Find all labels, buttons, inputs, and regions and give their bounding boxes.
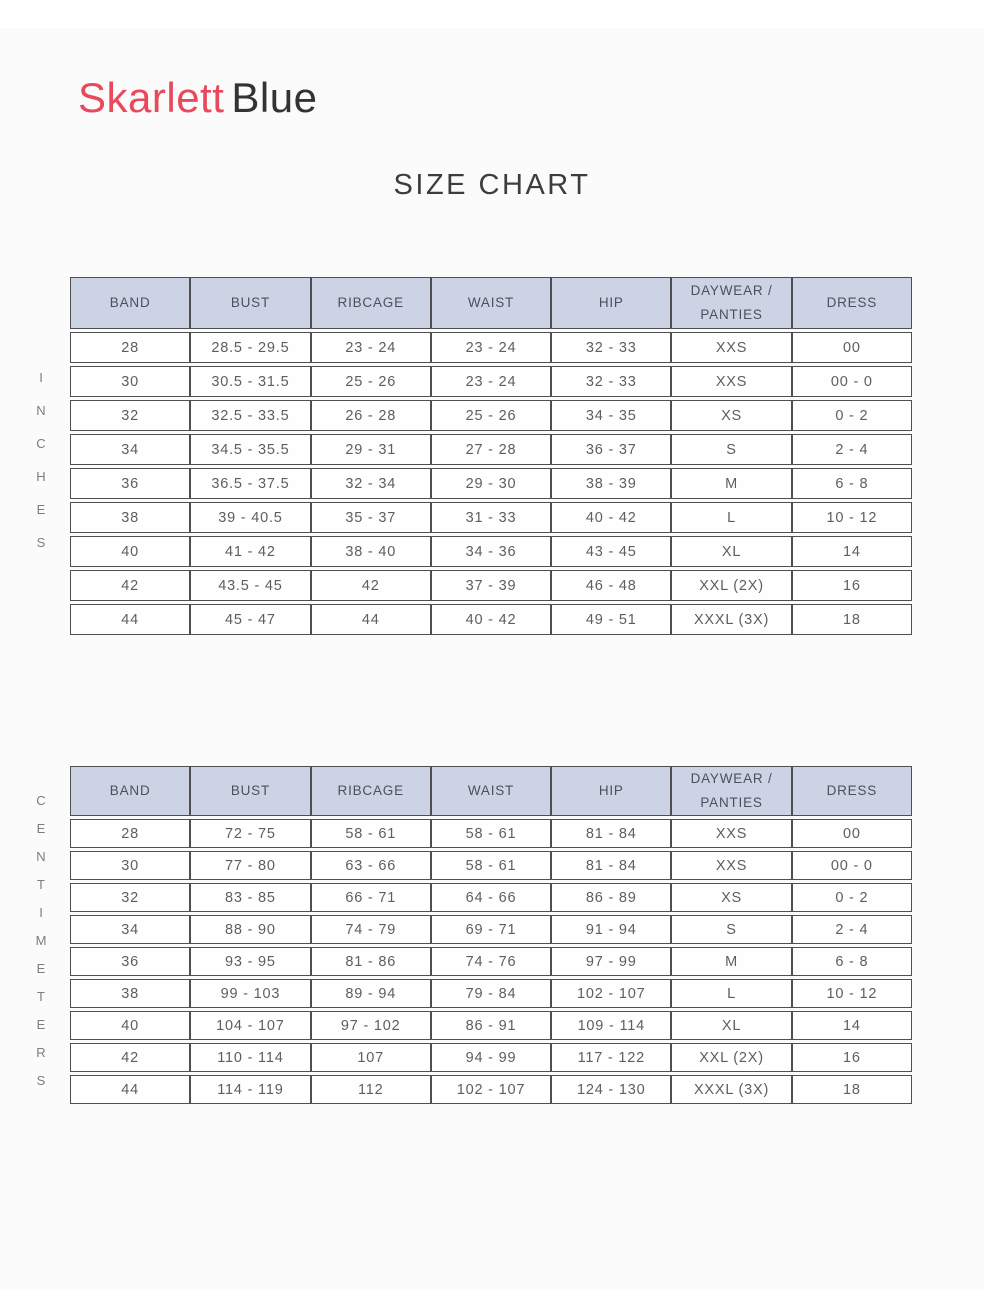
size-cell: 49 - 51 [551, 604, 671, 635]
size-cell: 26 - 28 [311, 400, 431, 431]
size-cell: 44 [70, 604, 190, 635]
size-cell: 102 - 107 [551, 979, 671, 1008]
size-cell: 58 - 61 [431, 819, 551, 848]
size-cell: 91 - 94 [551, 915, 671, 944]
table-row [70, 434, 912, 465]
size-cell: 28 [70, 819, 190, 848]
size-cell: 117 - 122 [551, 1043, 671, 1072]
size-cell: 94 - 99 [431, 1043, 551, 1072]
size-cell: 93 - 95 [190, 947, 310, 976]
unit-label-letter: T [37, 876, 45, 892]
column-header-bust: BUST [190, 766, 310, 816]
size-cell: 30 [70, 851, 190, 880]
size-cell: 32 [70, 883, 190, 912]
size-cell: XXS [671, 332, 791, 363]
unit-label-letter: R [36, 1044, 46, 1060]
size-cell: 42 [70, 1043, 190, 1072]
size-cell: 23 - 24 [431, 332, 551, 363]
size-cell: 27 - 28 [431, 434, 551, 465]
size-cell: 64 - 66 [431, 883, 551, 912]
size-cell: 58 - 61 [311, 819, 431, 848]
table-row [70, 883, 912, 912]
brand-name-secondary: Blue [231, 74, 318, 121]
size-cell: 38 [70, 979, 190, 1008]
size-cell: 104 - 107 [190, 1011, 310, 1040]
size-cell: XXXL (3X) [671, 1075, 791, 1104]
size-cell: 29 - 30 [431, 468, 551, 499]
size-cell: 112 [311, 1075, 431, 1104]
unit-label-letter: T [37, 988, 45, 1004]
column-header-hip: HIP [551, 277, 671, 329]
size-cell: 36 - 37 [551, 434, 671, 465]
size-cell: 34 - 36 [431, 536, 551, 567]
size-cell: 102 - 107 [431, 1075, 551, 1104]
size-cell: 69 - 71 [431, 915, 551, 944]
size-cell: 86 - 89 [551, 883, 671, 912]
size-cell: 2 - 4 [792, 434, 912, 465]
size-cell: 40 - 42 [431, 604, 551, 635]
size-cell: XXL (2X) [671, 1043, 791, 1072]
column-header-waist: WAIST [431, 277, 551, 329]
size-cell: 18 [792, 1075, 912, 1104]
size-cell: 40 [70, 536, 190, 567]
size-cell: 86 - 91 [431, 1011, 551, 1040]
size-cell: 00 [792, 819, 912, 848]
unit-label-letter: I [39, 904, 43, 920]
size-cell: 114 - 119 [190, 1075, 310, 1104]
size-cell: 81 - 84 [551, 851, 671, 880]
size-cell: XXXL (3X) [671, 604, 791, 635]
size-cell: 36.5 - 37.5 [190, 468, 310, 499]
size-cell: XL [671, 1011, 791, 1040]
size-cell: 43 - 45 [551, 536, 671, 567]
table-row [70, 979, 912, 1008]
unit-label-centimeters [30, 766, 52, 1115]
size-cell: 44 [311, 604, 431, 635]
size-cell: 83 - 85 [190, 883, 310, 912]
size-cell: 124 - 130 [551, 1075, 671, 1104]
size-cell: 72 - 75 [190, 819, 310, 848]
size-cell: 30 [70, 366, 190, 397]
page-title: SIZE CHART [393, 169, 591, 201]
size-cell: M [671, 468, 791, 499]
table-row [70, 502, 912, 533]
unit-label-letter: C [36, 436, 46, 451]
size-cell: 6 - 8 [792, 947, 912, 976]
size-cell: 25 - 26 [311, 366, 431, 397]
size-cell: 81 - 84 [551, 819, 671, 848]
size-cell: 31 - 33 [431, 502, 551, 533]
size-cell: XL [671, 536, 791, 567]
size-cell: 38 - 39 [551, 468, 671, 499]
size-cell: 77 - 80 [190, 851, 310, 880]
brand-name-primary: Skarlett [78, 74, 225, 121]
column-header-hip: HIP [551, 766, 671, 816]
size-cell: XS [671, 883, 791, 912]
size-cell: 38 - 40 [311, 536, 431, 567]
size-cell: 110 - 114 [190, 1043, 310, 1072]
header-row [70, 766, 912, 816]
size-cell: 34 [70, 915, 190, 944]
size-cell: 28 [70, 332, 190, 363]
unit-label-letter: N [36, 403, 46, 418]
column-header-dress: DRESS [792, 766, 912, 816]
size-cell: 38 [70, 502, 190, 533]
size-table-inches-wrapper [70, 274, 912, 638]
size-table-centimeters-wrapper [70, 763, 912, 1107]
size-cell: 16 [792, 1043, 912, 1072]
header-row [70, 277, 912, 329]
size-cell: 32.5 - 33.5 [190, 400, 310, 431]
size-cell: 63 - 66 [311, 851, 431, 880]
column-header-daywear-panties: DAYWEAR / PANTIES [671, 766, 791, 816]
size-cell: 32 [70, 400, 190, 431]
table-row [70, 947, 912, 976]
size-cell: 10 - 12 [792, 979, 912, 1008]
unit-label-letter: E [36, 502, 46, 517]
size-cell: 18 [792, 604, 912, 635]
size-cell: 25 - 26 [431, 400, 551, 431]
size-cell: XXS [671, 851, 791, 880]
size-cell: 23 - 24 [431, 366, 551, 397]
column-header-band: BAND [70, 766, 190, 816]
unit-label-letter: E [36, 1016, 46, 1032]
size-cell: XXL (2X) [671, 570, 791, 601]
size-cell: 00 - 0 [792, 851, 912, 880]
table-row [70, 332, 912, 363]
size-cell: 81 - 86 [311, 947, 431, 976]
table-row [70, 1011, 912, 1040]
size-cell: 34 - 35 [551, 400, 671, 431]
size-cell: 107 [311, 1043, 431, 1072]
table-row [70, 1043, 912, 1072]
unit-label-letter: M [35, 932, 47, 948]
table-row [70, 570, 912, 601]
size-cell: 46 - 48 [551, 570, 671, 601]
size-cell: L [671, 979, 791, 1008]
unit-label-letter: N [36, 848, 46, 864]
size-cell: 66 - 71 [311, 883, 431, 912]
size-cell: S [671, 434, 791, 465]
size-cell: 40 [70, 1011, 190, 1040]
size-cell: XXS [671, 366, 791, 397]
size-cell: 16 [792, 570, 912, 601]
size-cell: 0 - 2 [792, 400, 912, 431]
unit-label-letter: I [39, 370, 43, 385]
size-cell: 29 - 31 [311, 434, 431, 465]
size-cell: 30.5 - 31.5 [190, 366, 310, 397]
size-cell: 00 [792, 332, 912, 363]
size-cell: 74 - 76 [431, 947, 551, 976]
unit-label-letter: S [36, 1072, 46, 1088]
unit-label-letter: E [36, 820, 46, 836]
table-row [70, 819, 912, 848]
size-cell: 40 - 42 [551, 502, 671, 533]
size-cell: 41 - 42 [190, 536, 310, 567]
size-cell: 58 - 61 [431, 851, 551, 880]
size-cell: 36 [70, 947, 190, 976]
size-cell: XS [671, 400, 791, 431]
size-cell: 32 - 33 [551, 366, 671, 397]
size-cell: 28.5 - 29.5 [190, 332, 310, 363]
table-row [70, 851, 912, 880]
unit-label-letter: C [36, 792, 46, 808]
column-header-daywear-panties: DAYWEAR / PANTIES [671, 277, 791, 329]
size-cell: 37 - 39 [431, 570, 551, 601]
size-cell: 34.5 - 35.5 [190, 434, 310, 465]
unit-label-letter: H [36, 469, 46, 484]
size-cell: 88 - 90 [190, 915, 310, 944]
table-row [70, 468, 912, 499]
size-cell: 00 - 0 [792, 366, 912, 397]
table-row [70, 1075, 912, 1104]
unit-label-letter: S [36, 535, 46, 550]
size-table-inches [70, 274, 912, 638]
size-cell: M [671, 947, 791, 976]
table-row [70, 604, 912, 635]
table-row [70, 400, 912, 431]
brand-logo [78, 74, 317, 122]
size-cell: 42 [70, 570, 190, 601]
column-header-ribcage: RIBCAGE [311, 766, 431, 816]
size-cell: 79 - 84 [431, 979, 551, 1008]
unit-label-letter: E [36, 960, 46, 976]
size-cell: 45 - 47 [190, 604, 310, 635]
size-cell: 74 - 79 [311, 915, 431, 944]
size-cell: 97 - 102 [311, 1011, 431, 1040]
size-cell: 35 - 37 [311, 502, 431, 533]
size-cell: XXS [671, 819, 791, 848]
size-cell: 0 - 2 [792, 883, 912, 912]
table-row [70, 915, 912, 944]
column-header-bust: BUST [190, 277, 310, 329]
size-cell: 109 - 114 [551, 1011, 671, 1040]
table-row [70, 366, 912, 397]
size-cell: 14 [792, 536, 912, 567]
size-cell: 10 - 12 [792, 502, 912, 533]
column-header-waist: WAIST [431, 766, 551, 816]
table-row [70, 536, 912, 567]
column-header-ribcage: RIBCAGE [311, 277, 431, 329]
unit-label-inches [30, 277, 52, 643]
column-header-dress: DRESS [792, 277, 912, 329]
size-cell: 43.5 - 45 [190, 570, 310, 601]
size-cell: 34 [70, 434, 190, 465]
size-cell: S [671, 915, 791, 944]
size-cell: 97 - 99 [551, 947, 671, 976]
size-cell: 32 - 34 [311, 468, 431, 499]
size-cell: 23 - 24 [311, 332, 431, 363]
column-header-band: BAND [70, 277, 190, 329]
size-cell: 89 - 94 [311, 979, 431, 1008]
size-cell: 14 [792, 1011, 912, 1040]
size-cell: 44 [70, 1075, 190, 1104]
size-cell: 32 - 33 [551, 332, 671, 363]
size-cell: L [671, 502, 791, 533]
size-cell: 36 [70, 468, 190, 499]
size-table-centimeters [70, 763, 912, 1107]
size-cell: 6 - 8 [792, 468, 912, 499]
size-cell: 39 - 40.5 [190, 502, 310, 533]
size-cell: 99 - 103 [190, 979, 310, 1008]
size-cell: 2 - 4 [792, 915, 912, 944]
size-cell: 42 [311, 570, 431, 601]
